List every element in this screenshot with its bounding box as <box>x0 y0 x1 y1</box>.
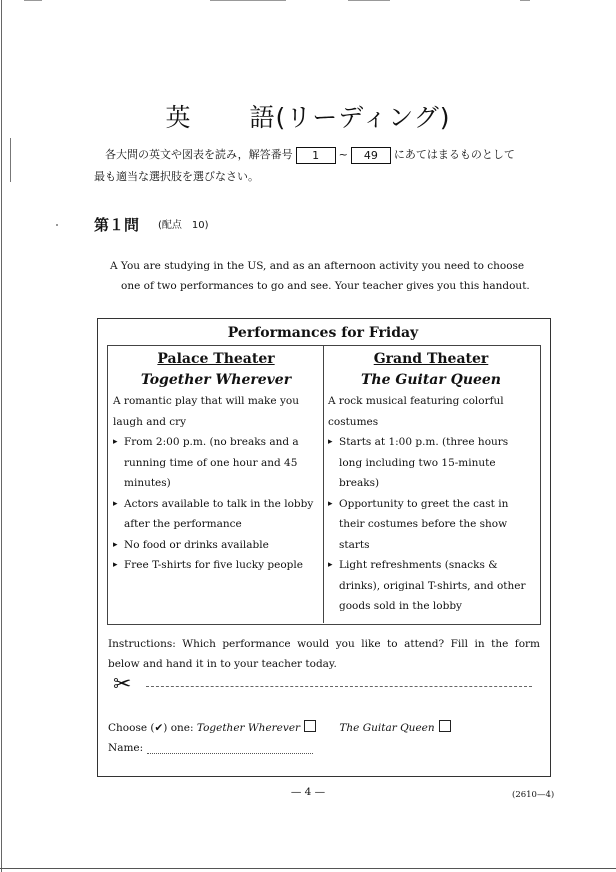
choose-label: Choose (✔) one: <box>108 722 194 734</box>
detail-item: ▸ Actors available to talk in the lobby after the performance <box>113 494 319 535</box>
title-right: 語(リーディング) <box>249 103 451 132</box>
top-mark <box>210 0 286 1</box>
page-title <box>0 98 616 134</box>
instructions-part1: 各大問の英文や図表を読み，解答番号 <box>105 148 293 161</box>
show-description: A romantic play that will make you laugh and cry <box>113 395 299 428</box>
detail-item: ▸ Starts at 1:00 p.m. (three hours long including two 15-minute breaks) <box>328 432 534 494</box>
intro-line-2: one of two performances to go and see. Your teacher gives you this handout. <box>121 280 530 292</box>
name-field[interactable] <box>147 741 313 754</box>
scissors-icon: ✂ <box>113 672 132 697</box>
venue-name: Grand Theater <box>373 351 489 367</box>
detail-item: ▸ Free T-shirts for five lucky people <box>113 555 319 576</box>
question-heading: 第１問 <box>94 216 140 234</box>
margin-dot <box>56 224 58 226</box>
exam-code: (2610—4) <box>512 790 555 800</box>
question-intro <box>110 256 550 296</box>
instructions-part2: にあてはまるものとして <box>393 148 515 161</box>
detail-item: ▸ Light refreshments (snacks & drinks), original T-shirts, and other goods sold in the lobby <box>328 555 534 617</box>
top-mark <box>24 0 42 1</box>
detail-item: ▸ From 2:00 p.m. (no breaks and a running time of one hour and 45 minutes) <box>113 432 319 494</box>
detail-list <box>113 432 319 576</box>
venue-name: Palace Theater <box>157 351 275 367</box>
cut-line <box>146 686 532 687</box>
handout-instructions: Instructions: Which performance would you like to attend? Fill in the form below and hand it in to your teacher today. <box>108 638 540 670</box>
grand-theater-column <box>328 349 534 617</box>
name-row <box>108 738 313 758</box>
choice-row <box>108 718 457 738</box>
show-title: The Guitar Queen <box>361 372 501 388</box>
handout-title: Performances for Friday <box>227 325 419 341</box>
intro-line-1: A You are studying in the US, and as an afternoon activity you need to choose <box>110 260 525 272</box>
guitar-queen-checkbox[interactable] <box>439 720 451 732</box>
instructions-tilde: ~ <box>338 148 348 161</box>
show-title: Together Wherever <box>140 372 292 388</box>
name-label: Name: <box>108 742 144 754</box>
palace-theater-column <box>113 349 319 576</box>
option-guitar-queen-label: The Guitar Queen <box>339 722 435 734</box>
page-number: — 4 — <box>290 786 326 798</box>
exam-instructions <box>94 144 564 188</box>
detail-list <box>328 432 534 617</box>
detail-item: ▸ No food or drinks available <box>113 535 319 556</box>
question-points: (配点 10) <box>158 220 209 231</box>
top-mark <box>348 0 390 1</box>
table-divider <box>323 345 324 623</box>
title-left: 英 <box>165 103 192 132</box>
detail-item: ▸ Opportunity to greet the cast in their costumes before the show starts <box>328 494 534 556</box>
option-together-wherever-label: Together Wherever <box>196 722 301 734</box>
together-wherever-checkbox[interactable] <box>304 720 316 732</box>
show-description: A rock musical featuring colorful costumes <box>328 395 504 428</box>
answer-number-first: 1 <box>296 147 336 164</box>
margin-mark <box>10 138 11 182</box>
top-mark <box>520 0 530 1</box>
instructions-line2: 最も適当な選択肢を選びなさい。 <box>94 170 259 183</box>
page-bottom-edge <box>0 868 616 869</box>
answer-number-last: 49 <box>351 147 391 164</box>
